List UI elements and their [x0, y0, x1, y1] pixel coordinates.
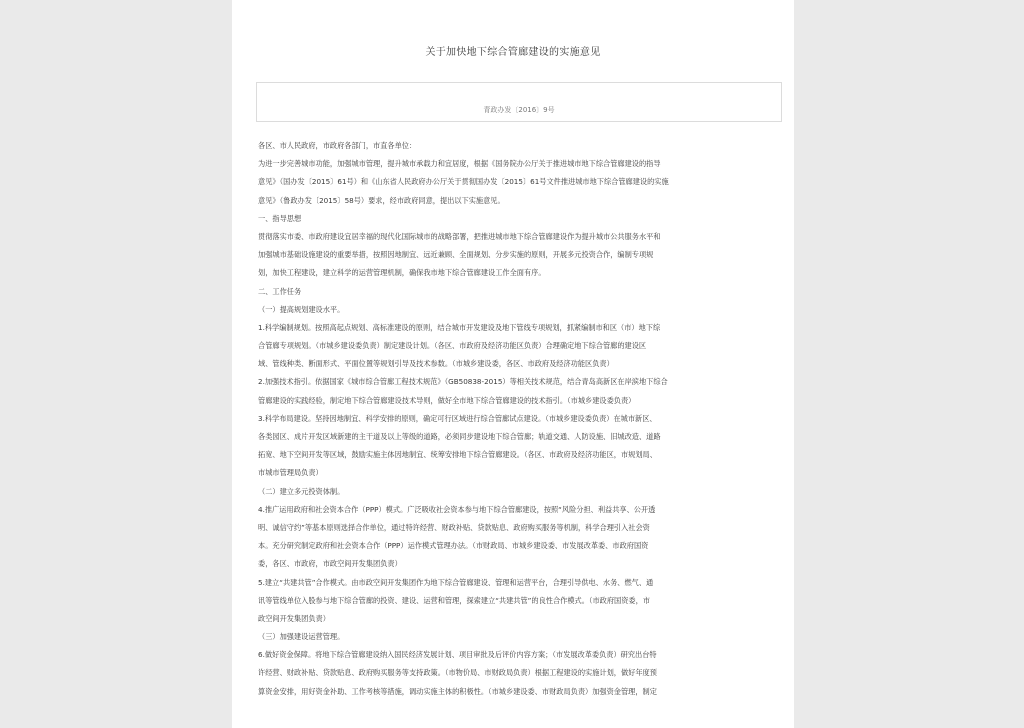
document-number: 青政办发〔2016〕9号: [483, 106, 555, 114]
document-line: 1.科学编制规划。按照高起点规划、高标准建设的原则，结合城市开发建设及地下管线专项规划，抓紧编制市和区（市）地下综: [258, 322, 661, 332]
document-body: [258, 137, 770, 701]
document-line: （三）加强建设运营管理。: [258, 632, 345, 642]
document-line: （二）建立多元投资体制。: [258, 486, 345, 496]
document-line: 委，各区、市政府，市政空间开发集团负责）: [258, 559, 402, 569]
document-line: 本。充分研究制定政府和社会资本合作（PPP）运作模式管理办法。（市财政局、市城乡建设委、市发展改革委、市政府国资: [258, 541, 649, 551]
document-line: 讯等管线单位入股参与地下综合管廊的投资、建设、运营和管理，探索建立“共建共管”的良性合作模式。（市政府国资委，市: [258, 595, 650, 605]
document-line: 拓宽、地下空间开发等区域，鼓励实施主体因地制宜、统筹安排地下综合管廊建设。（各区、市政府及经济功能区，市规划局、: [258, 450, 657, 460]
document-line: 3.科学布局建设。坚持因地制宜、科学安排的原则，确定可行区域进行综合管廊试点建设。（市城乡建设委负责）在城市新区、: [258, 413, 657, 423]
document-line: 各类园区、成片开发区域新建的主干道及以上等级的道路，必须同步建设地下综合管廊；轨道交通、人防设施、旧城改造、道路: [258, 432, 661, 441]
document-title: 关于加快地下综合管廊建设的实施意见: [425, 47, 601, 58]
document-line: 4.推广运用政府和社会资本合作（PPP）模式。广泛吸收社会资本参与地下综合管廊建设，按照“风险分担、利益共享、公开透: [258, 504, 656, 514]
document-line: 6.做好资金保障。将地下综合管廊建设纳入国民经济发展计划、项目审批及后评价内容方案；（市发展改革委负责）研究出台特: [258, 650, 657, 660]
document-line: 意见》（鲁政办发〔2015〕58号）要求，经市政府同意，提出以下实施意见。: [258, 195, 505, 205]
document-line: 意见》（国办发〔2015〕61号）和《山东省人民政府办公厅关于贯彻国办发〔2015〕61号文件推进城市地下综合管廊建设的实施: [258, 177, 669, 187]
document-line: 2.加强技术指引。依据国家《城市综合管廊工程技术规范》（GB50838-2015）等相关技术规范，结合青岛高新区在岸滨地下综合: [258, 377, 668, 387]
document-line: 管廊建设的实践经验，制定地下综合管廊建设技术导则，做好全市地下综合管廊建设的技术指引。（市城乡建设委负责）: [258, 395, 636, 405]
document-line: 政空间开发集团负责）: [258, 613, 330, 623]
document-line: 为进一步完善城市功能，加强城市管理，提升城市承载力和宜居度，根据《国务院办公厅关于推进城市地下综合管廊建设的指导: [258, 159, 661, 169]
document-line: 许经营、财政补贴、贷款贴息、政府购买服务等支持政策。（市物价局、市财政局负责）根据工程建设的实施计划，做好年度预: [258, 668, 657, 678]
document-line: 合管廊专项规划。（市城乡建设委负责）制定建设计划。（各区、市政府及经济功能区负责）合理确定地下综合管廊的建设区: [258, 341, 647, 351]
document-line: 贯彻落实市委、市政府建设宜居幸福的现代化国际城市的战略部署，把推进城市地下综合管廊建设作为提升城市公共服务水平和: [258, 231, 661, 241]
document-line: 域、管线种类、断面形式、平面位置等规划引导及技术参数。（市城乡建设委，各区、市政府及经济功能区负责）: [258, 359, 614, 369]
document-line: 算资金安排，用好资金补助、工作考核等措施，调动实施主体的积极性。（市城乡建设委、市财政局负责）加强资金管理，制定: [258, 686, 657, 696]
document-page: [232, 0, 794, 728]
document-line: （一）提高规划建设水平。: [258, 304, 345, 314]
document-line: 5.建立“共建共管”合作模式。由市政空间开发集团作为地下综合管廊建设、管理和运营平台，合理引导供电、水务、燃气、通: [258, 577, 654, 587]
document-line: 各区、市人民政府，市政府各部门，市直各单位：: [258, 141, 417, 150]
document-line: 市城市管理局负责）: [258, 468, 323, 478]
document-line: 二、工作任务: [258, 286, 302, 296]
document-number-box: [256, 82, 782, 122]
document-line: 加强城市基础设施建设的重要举措，按照因地制宜、远近兼顾、全面规划、分步实施的原则，开展多元投资合作，编制专项规: [258, 250, 654, 260]
document-line: 明、诚信守约”等基本原则选择合作单位，通过特许经营、财政补贴、贷款贴息、政府购买服务等机制，科学合理引入社会资: [258, 522, 650, 532]
document-line: 划，加快工程建设，建立科学的运营管理机制，确保我市地下综合管廊建设工作全面有序。: [258, 268, 546, 278]
document-line: 一、指导思想: [258, 213, 302, 223]
